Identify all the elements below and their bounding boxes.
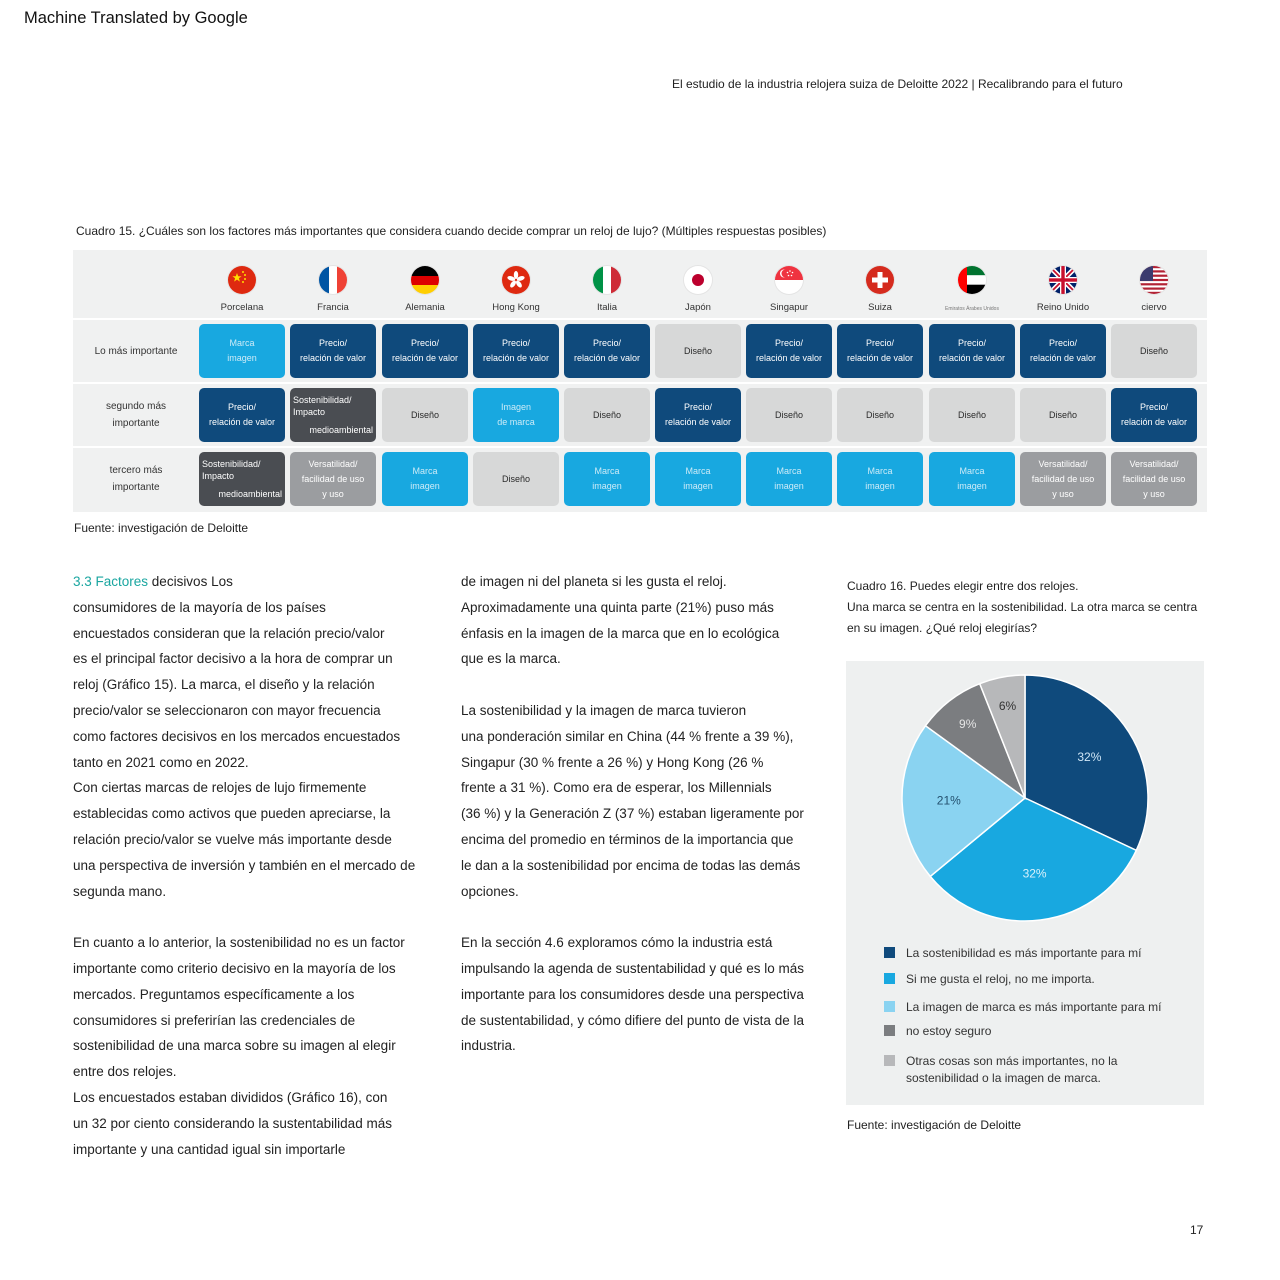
body-text-line: En cuanto a lo anterior, la sostenibilidad no es un factor: [73, 935, 405, 951]
cell-text: Marca: [594, 466, 620, 476]
cell-text: Versatilidad/: [308, 458, 358, 469]
cell-text: Diseño: [592, 409, 621, 420]
body-text-line: establecidas como activos que pueden apreciarse, la: [73, 806, 391, 822]
cell-text: Impacto: [293, 407, 326, 417]
running-head: El estudio de la industria relojera suiza de Deloitte 2022 | Recalibrando para el futuro: [672, 77, 1123, 91]
country-name: Emiratos Árabes Unidos: [945, 306, 999, 312]
body-text-line: importante como criterio decisivo en la mayoría de los: [73, 960, 396, 976]
country-header: [382, 250, 468, 318]
cell-text: Imagen: [500, 402, 532, 412]
legend-swatch: [884, 1001, 895, 1012]
body-text-line: Singapur (30 % frente a 26 %) y Hong Kong (26 %: [461, 754, 764, 770]
cell-text: Diseño: [410, 409, 439, 420]
country-header: [655, 250, 741, 318]
cell-text: Diseño: [1048, 409, 1077, 420]
cell-text: relación de valor: [208, 417, 276, 427]
section-number: 3.3 Factores: [73, 574, 149, 589]
cell-text: imagen: [592, 481, 622, 491]
body-column-1: [73, 569, 415, 1162]
country-name: Singapur: [769, 302, 809, 313]
body-text-line: importante para los consumidores desde una perspectiva: [461, 986, 804, 1002]
body-text-line: importante y una cantidad igual sin importarle: [73, 1141, 346, 1157]
legend-label: La sostenibilidad es más importante para mí: [906, 946, 1142, 960]
page-number: 17: [1190, 1223, 1204, 1237]
body-text-line: Aproximadamente una quinta parte (21%) puso más: [461, 599, 774, 615]
legend-swatch: [884, 973, 895, 984]
cell-text: Marca: [867, 466, 893, 476]
factor-cell-design: [929, 388, 1015, 442]
legend-item: [884, 1023, 1184, 1040]
cell-text: Diseño: [1139, 345, 1168, 356]
country-name: Suiza: [868, 302, 892, 313]
cell-text: Marca: [685, 466, 711, 476]
cell-text: Precio/: [410, 338, 439, 348]
country-name: Hong Kong: [492, 302, 540, 313]
cell-text: Precio/: [227, 402, 256, 412]
cell-text: Versatilidad/: [1038, 458, 1088, 469]
china-flag-icon: [228, 266, 256, 294]
usa-flag-icon: [1140, 266, 1168, 294]
cell-text: relación de valor: [1029, 353, 1097, 363]
cell-text: relación de valor: [299, 353, 367, 363]
factor-cell-design: [564, 388, 650, 442]
cell-text: relación de valor: [755, 353, 823, 363]
figure15-grid: [73, 250, 1207, 512]
body-text-line: tanto en 2021 como en 2022.: [73, 754, 249, 770]
cell-text: imagen: [865, 481, 895, 491]
cell-text: Precio/: [318, 338, 347, 348]
body-text-line: Con ciertas marcas de relojes de lujo firmemente: [73, 780, 367, 796]
body-text-line: énfasis en la imagen de la marca que en lo ecológica: [461, 625, 780, 641]
row-label: [73, 462, 199, 496]
figure16-caption-line: en su imagen. ¿Qué reloj elegirías?: [847, 621, 1038, 635]
cell-text: Marca: [776, 466, 802, 476]
factor-cell-brand: [473, 388, 559, 442]
germany-flag-icon: [411, 266, 439, 294]
cell-text: imagen: [774, 481, 804, 491]
hong-kong-flag-icon: [502, 266, 530, 294]
paragraph-gap: [73, 904, 415, 930]
cell-text: relación de valor: [846, 353, 914, 363]
cell-text: Precio/: [957, 338, 986, 348]
country-name: Alemania: [405, 302, 445, 313]
body-text-line: La sostenibilidad y la imagen de marca tuvieron: [461, 702, 747, 718]
cell-text: de marca: [497, 417, 535, 427]
legend-label: Otras cosas son más importantes, no la: [906, 1054, 1118, 1068]
figure16-caption-line: Cuadro 16. Puedes elegir entre dos relojes.: [847, 579, 1079, 593]
legend-item: [884, 1053, 1184, 1087]
body-text-line: encuestados consideran que la relación precio/valor: [73, 625, 385, 641]
section-heading: [73, 569, 415, 595]
body-column-2: [461, 569, 804, 1059]
figure15-caption: Cuadro 15. ¿Cuáles son los factores más importantes que considera cuando decide comprar un reloj de lujo? (Múltiples respuestas posibles): [76, 224, 827, 238]
body-text-line: (36 %) y la Generación Z (37 %) estaban ligeramente por: [461, 806, 804, 822]
country-name: ciervo: [1141, 302, 1167, 313]
factor-cell-brand: [929, 452, 1015, 506]
factor-cell-price: [746, 324, 832, 378]
pie-slice-label: 6%: [998, 699, 1017, 714]
cell-text: imagen: [683, 481, 713, 491]
cell-text: Diseño: [683, 345, 712, 356]
row-label-line: segundo más: [105, 401, 167, 412]
country-header: [564, 250, 650, 318]
factor-cell-design: [382, 388, 468, 442]
cell-text: Marca: [959, 466, 985, 476]
body-text-line: En la sección 4.6 exploramos cómo la industria está: [461, 935, 773, 951]
japan-flag-icon: [684, 266, 712, 294]
cell-text: Impacto: [202, 471, 235, 481]
body-text-line: industria.: [461, 1038, 516, 1054]
grid-separator: [73, 318, 1207, 320]
cell-text: imagen: [410, 481, 440, 491]
cell-text: Precio/: [774, 338, 803, 348]
factor-cell-brand: [199, 324, 285, 378]
country-name: Porcelana: [220, 302, 264, 313]
factor-cell-price: [199, 388, 285, 442]
body-text-line: precio/valor se seleccionaron con mayor frecuencia: [73, 702, 381, 718]
factor-cell-sust: [199, 452, 285, 506]
legend-swatch: [884, 947, 895, 958]
cell-text: medioambiental: [218, 489, 282, 499]
uk-flag-icon: [1049, 266, 1077, 294]
legend-label: Si me gusta el reloj, no me importa.: [906, 972, 1095, 986]
france-flag-icon: [319, 266, 347, 294]
country-header: [290, 250, 376, 318]
factor-cell-design: [837, 388, 923, 442]
body-text-line: entre dos relojes.: [73, 1064, 177, 1080]
legend-swatch: [884, 1025, 895, 1036]
cell-text: medioambiental: [309, 425, 373, 435]
country-header: [473, 250, 559, 318]
cell-text: Precio/: [1048, 338, 1077, 348]
body-text-line: como factores decisivos en los mercados encuestados: [73, 728, 401, 744]
row-label: [73, 343, 199, 360]
grid-separator: [73, 446, 1207, 448]
country-header: [837, 250, 923, 318]
cell-text: facilidad de uso: [1122, 473, 1186, 484]
cell-text: facilidad de uso: [301, 473, 365, 484]
factor-cell-vers: [290, 452, 376, 506]
cell-text: Diseño: [501, 473, 530, 484]
factor-cell-design: [746, 388, 832, 442]
grid-separator: [73, 382, 1207, 384]
factor-cell-price: [1020, 324, 1106, 378]
paragraph-gap: [461, 904, 804, 930]
pie-slice-label: 9%: [959, 717, 977, 732]
italy-flag-icon: [593, 266, 621, 294]
body-text-line: es el principal factor decisivo a la hora de comprar un: [73, 651, 393, 667]
factor-cell-brand: [746, 452, 832, 506]
row-label-line: importante: [112, 418, 160, 429]
factor-cell-price: [290, 324, 376, 378]
section-heading-rest: decisivos Los: [148, 574, 233, 589]
cell-text: Precio/: [1139, 402, 1168, 412]
body-text-line: consumidores de la mayoría de los países: [73, 599, 326, 615]
cell-text: Precio/: [683, 402, 712, 412]
factor-cell-price: [1111, 388, 1197, 442]
legend-item: [884, 999, 1184, 1016]
factor-cell-price: [473, 324, 559, 378]
figure16-source: Fuente: investigación de Deloitte: [847, 1118, 1022, 1132]
body-text-line: segunda mano.: [73, 883, 167, 899]
cell-text: Marca: [229, 338, 255, 348]
cell-text: y uso: [1143, 488, 1165, 499]
legend-label: no estoy seguro: [906, 1024, 992, 1038]
country-name: Reino Unido: [1036, 302, 1090, 313]
factor-cell-brand: [564, 452, 650, 506]
cell-text: Precio/: [865, 338, 894, 348]
factor-cell-design: [1111, 324, 1197, 378]
country-name: Japón: [685, 302, 711, 313]
factor-cell-design: [1020, 388, 1106, 442]
legend-label: sostenibilidad o la imagen de marca.: [906, 1071, 1101, 1085]
country-header: [1111, 250, 1197, 318]
factor-cell-vers: [1020, 452, 1106, 506]
uae-flag-icon: [958, 266, 986, 294]
paragraph-gap: [461, 672, 804, 698]
figure16-panel: [846, 661, 1204, 1105]
row-label: [73, 398, 199, 432]
country-header: [199, 250, 285, 318]
country-name: Francia: [317, 302, 349, 313]
cell-text: Diseño: [774, 409, 803, 420]
cell-text: relación de valor: [1120, 417, 1188, 427]
cell-text: relación de valor: [482, 353, 550, 363]
body-text-line: sostenibilidad de una marca sobre su imagen al elegir: [73, 1038, 396, 1054]
cell-text: Diseño: [865, 409, 894, 420]
singapore-flag-icon: [775, 266, 803, 294]
legend-swatch: [884, 1055, 895, 1066]
factor-cell-price: [837, 324, 923, 378]
legend-item: [884, 945, 1184, 962]
cell-text: Sostenibilidad/: [202, 459, 261, 469]
cell-text: y uso: [322, 488, 344, 499]
cell-text: Marca: [412, 466, 438, 476]
legend-item: [884, 971, 1184, 988]
body-text-line: Los encuestados estaban divididos (Gráfico 16), con: [73, 1089, 388, 1105]
cell-text: imagen: [957, 481, 987, 491]
factor-cell-price: [382, 324, 468, 378]
factor-cell-design: [655, 324, 741, 378]
cell-text: Diseño: [957, 409, 986, 420]
row-label-line: importante: [112, 482, 160, 493]
pie-chart: [846, 661, 1204, 931]
body-text-line: le dan a la sostenibilidad por encima de todas las demás: [461, 857, 801, 873]
switzerland-flag-icon: [866, 266, 894, 294]
cell-text: Sostenibilidad/: [293, 395, 352, 405]
pie-slice-label: 32%: [1077, 750, 1102, 765]
body-text-line: encima del promedio en términos de la importancia que: [461, 831, 794, 847]
cell-text: Precio/: [592, 338, 621, 348]
factor-cell-design: [473, 452, 559, 506]
body-text-line: mercados. Preguntamos específicamente a los: [73, 986, 355, 1002]
factor-cell-brand: [655, 452, 741, 506]
cell-text: relación de valor: [664, 417, 732, 427]
body-text-line: de imagen ni del planeta si les gusta el reloj.: [461, 574, 727, 589]
cell-text: imagen: [227, 353, 257, 363]
cell-text: Versatilidad/: [1129, 458, 1179, 469]
body-text-line: opciones.: [461, 883, 519, 899]
factor-cell-price: [929, 324, 1015, 378]
body-text-line: de sustentabilidad, y cómo difiere del punto de vista de la: [461, 1012, 804, 1028]
country-header: [929, 250, 1015, 318]
factor-cell-price: [564, 324, 650, 378]
figure16-caption-line: Una marca se centra en la sostenibilidad. La otra marca se centra: [847, 600, 1198, 614]
pie-slice-label: 32%: [1022, 866, 1047, 881]
body-text-line: relación precio/valor se vuelve más importante desde: [73, 831, 392, 847]
cell-text: y uso: [1052, 488, 1074, 499]
factor-cell-vers: [1111, 452, 1197, 506]
cell-text: relación de valor: [391, 353, 459, 363]
country-header: [1020, 250, 1106, 318]
legend-label: La imagen de marca es más importante para mí: [906, 1000, 1162, 1014]
cell-text: Precio/: [501, 338, 530, 348]
factor-cell-price: [655, 388, 741, 442]
factor-cell-brand: [382, 452, 468, 506]
body-text-line: una perspectiva de inversión y también en el mercado de: [73, 857, 416, 873]
country-name: Italia: [596, 302, 618, 313]
body-text-line: que es la marca.: [461, 651, 561, 667]
cell-text: facilidad de uso: [1031, 473, 1095, 484]
body-text-line: una ponderación similar en China (44 % frente a 39 %),: [461, 728, 794, 744]
country-header: [746, 250, 832, 318]
cell-text: relación de valor: [573, 353, 641, 363]
factor-cell-brand: [837, 452, 923, 506]
factor-cell-sust: [290, 388, 376, 442]
body-text-line: un 32 por ciento considerando la sustentabilidad más: [73, 1115, 392, 1131]
row-label-line: Lo más importante: [94, 345, 178, 357]
body-text-line: consumidores si preferirían las credenciales de: [73, 1012, 356, 1028]
row-label-line: tercero más: [109, 465, 163, 476]
pie-slice-label: 21%: [936, 793, 961, 808]
body-text-line: frente a 31 %). Como era de esperar, los Millennials: [461, 780, 772, 796]
machine-translated-banner: Machine Translated by Google: [24, 9, 248, 27]
body-text-line: reloj (Gráfico 15). La marca, el diseño y la relación: [73, 677, 375, 693]
figure16-caption: [847, 576, 1197, 639]
figure15-source: Fuente: investigación de Deloitte: [74, 521, 249, 535]
body-text-line: impulsando la agenda de sustentabilidad y qué es lo más: [461, 960, 804, 976]
cell-text: relación de valor: [938, 353, 1006, 363]
